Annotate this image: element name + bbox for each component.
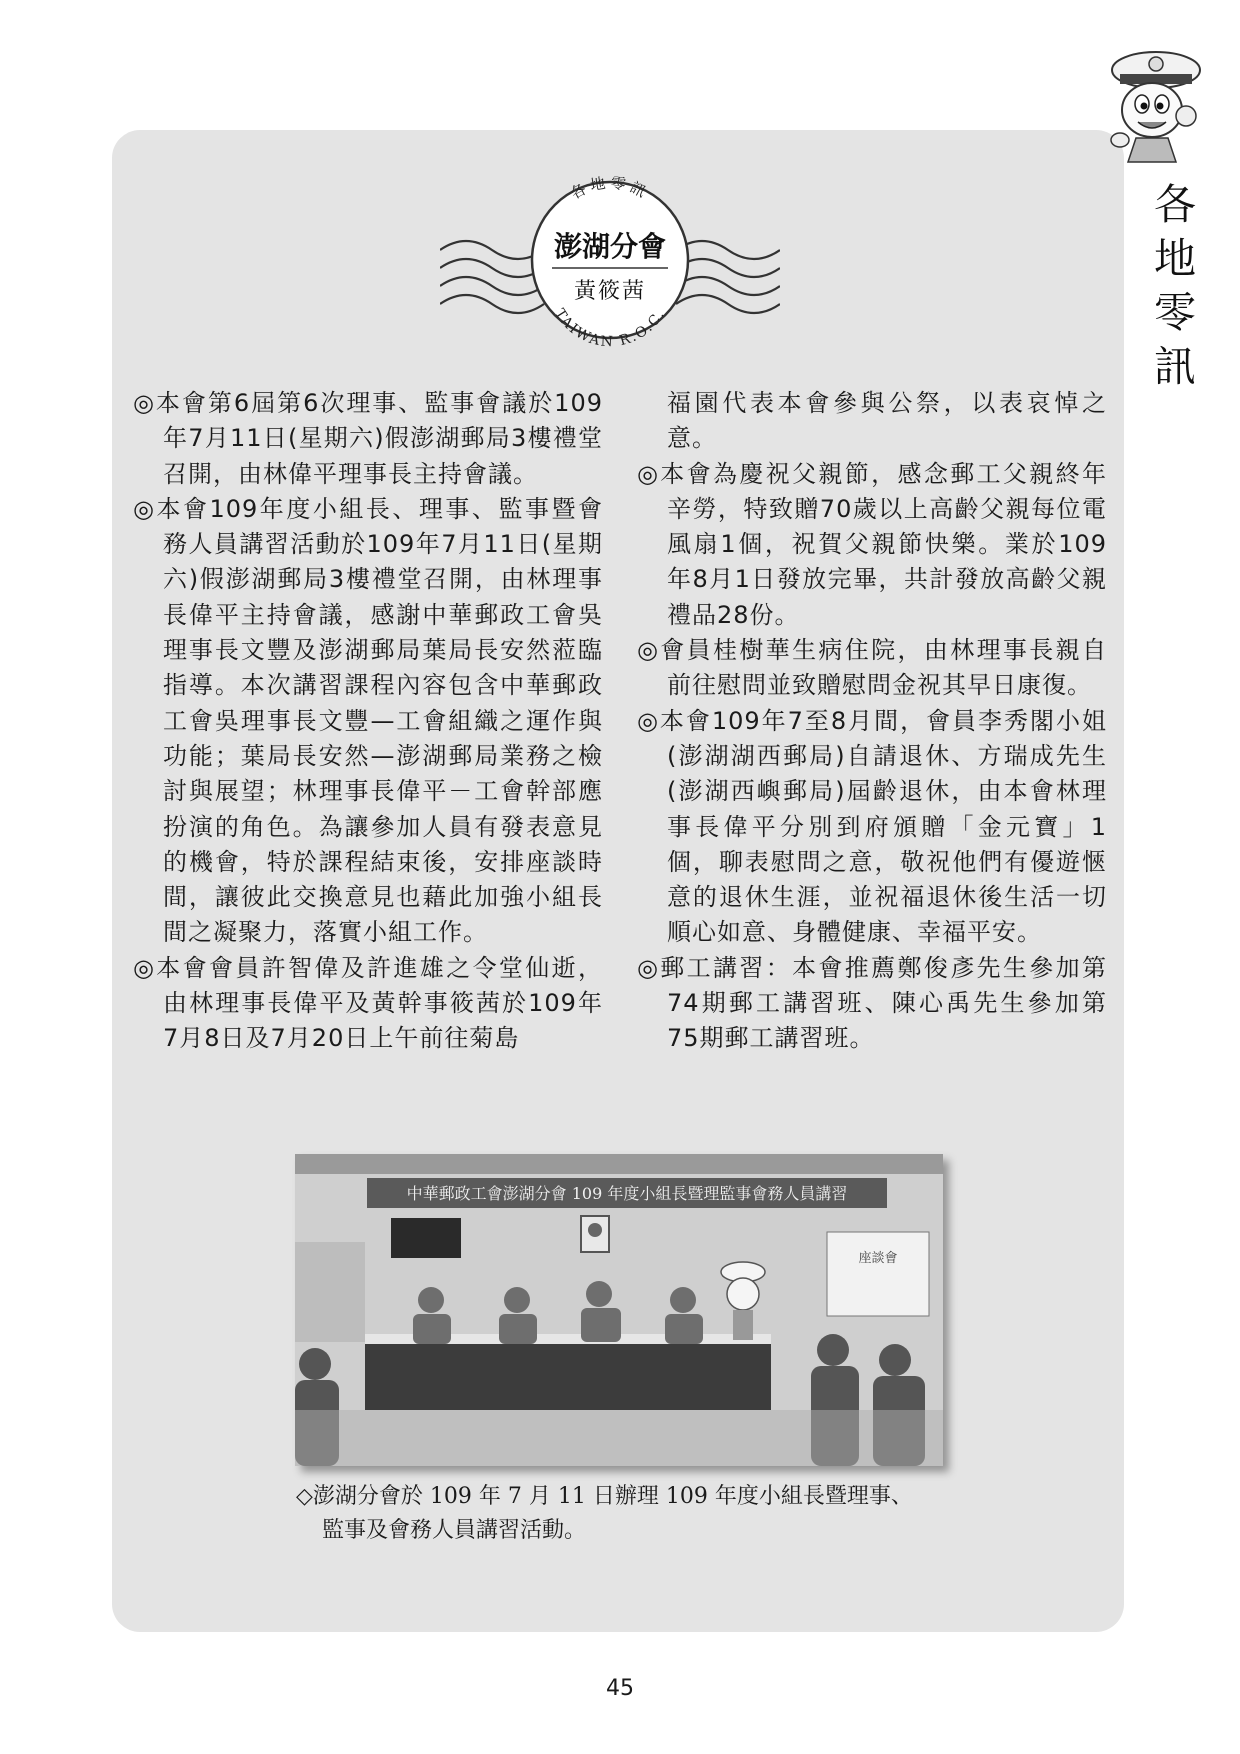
news-item: ◎本會第6屆第6次理事、監事會議於109年7月11日(星期六)假澎湖郵局3樓禮堂召開，由林偉平理事長主持會議。 <box>133 389 603 488</box>
section-title-char: 各 <box>1153 180 1196 229</box>
news-item: ◎本會109年7至8月間，會員李秀閣小姐(澎湖湖西郵局)自請退休、方瑞成先生(澎湖西嶼郵局)屆齡退休，由本會林理事長偉平分別到府頒贈「金元寶」1個，聊表慰問之意，敬祝他們有優遊愜意的退休生涯，並祝福退休後生活一切順心如意、身體健康、幸福平安。 <box>637 706 1107 947</box>
caption-line-1: ◇澎湖分會於 109 年 7 月 11 日辦理 109 年度小組長暨理事、 <box>296 1484 913 1509</box>
news-item-continuation: 福園代表本會參與公祭，以表哀悼之意。 <box>667 389 1107 453</box>
news-item: ◎本會109年度小組長、理事、監事暨會務人員講習活動於109年7月11日(星期六)假澎湖郵局3樓禮堂召開，由林理事長偉平主持會議，感謝中華郵政工會吳理事長文豐及澎湖郵局葉局長安然蒞臨指導。本次講習課程內容包含中華郵政工會吳理事長文豐—工會組織之運作與功能；葉局長安然—澎湖郵局業務之檢討與展望；林理事長偉平－工會幹部應扮演的角色。為讓參加人員有發表意見的機會，特於課程結束後，安排座談時間，讓彼此交換意見也藉此加強小組長間之凝聚力，落實小組工作。 <box>133 494 603 947</box>
news-item: ◎本會會員許智偉及許進雄之令堂仙逝，由林理事長偉平及黃幹事筱茜於109年7月8日及7月20日上午前往菊島 <box>133 953 603 1053</box>
section-title-char: 訊 <box>1153 342 1196 391</box>
event-photo <box>295 1154 943 1466</box>
photo-banner-text: 中華郵政工會澎湖分會 109 年度小組長暨理監事會務人員講習 <box>406 1184 848 1203</box>
news-item: ◎郵工講習：本會推薦鄭俊彥先生參加第74期郵工講習班、陳心禹先生參加第75期郵工講習班。 <box>637 953 1107 1053</box>
wave-lines-right <box>676 241 780 313</box>
postmark-stamp <box>440 172 780 352</box>
stamp-author: 黃筱茜 <box>573 279 647 304</box>
page-number: 45 <box>606 1676 634 1701</box>
stamp-top-text: 各地零訊 <box>567 173 653 203</box>
stamp-branch-name: 澎湖分會 <box>553 230 667 263</box>
left-column <box>133 386 603 1057</box>
photo-board-text: 座談會 <box>858 1251 898 1266</box>
right-column <box>637 386 1107 1057</box>
news-item: ◎會員桂樹華生病住院，由林理事長親自前往慰問並致贈慰問金祝其早日康復。 <box>637 636 1107 700</box>
section-title-vertical <box>1140 178 1210 394</box>
stamp-bottom-text: TAIWAN R.O.C. <box>551 306 669 351</box>
event-photo-illustration <box>295 1154 943 1466</box>
wave-lines-left <box>440 241 544 313</box>
photo-caption <box>296 1480 976 1548</box>
section-title-char: 地 <box>1153 234 1196 283</box>
caption-line-2: 監事及會務人員講習活動。 <box>322 1518 587 1543</box>
section-title-char: 零 <box>1153 288 1196 337</box>
postman-mascot-icon <box>1106 44 1206 168</box>
news-item: ◎本會為慶祝父親節，感念郵工父親終年辛勞，特致贈70歲以上高齡父親每位電風扇1個，祝賀父親節快樂。業於109年8月1日發放完畢，共計發放高齡父親禮品28份。 <box>637 459 1107 629</box>
